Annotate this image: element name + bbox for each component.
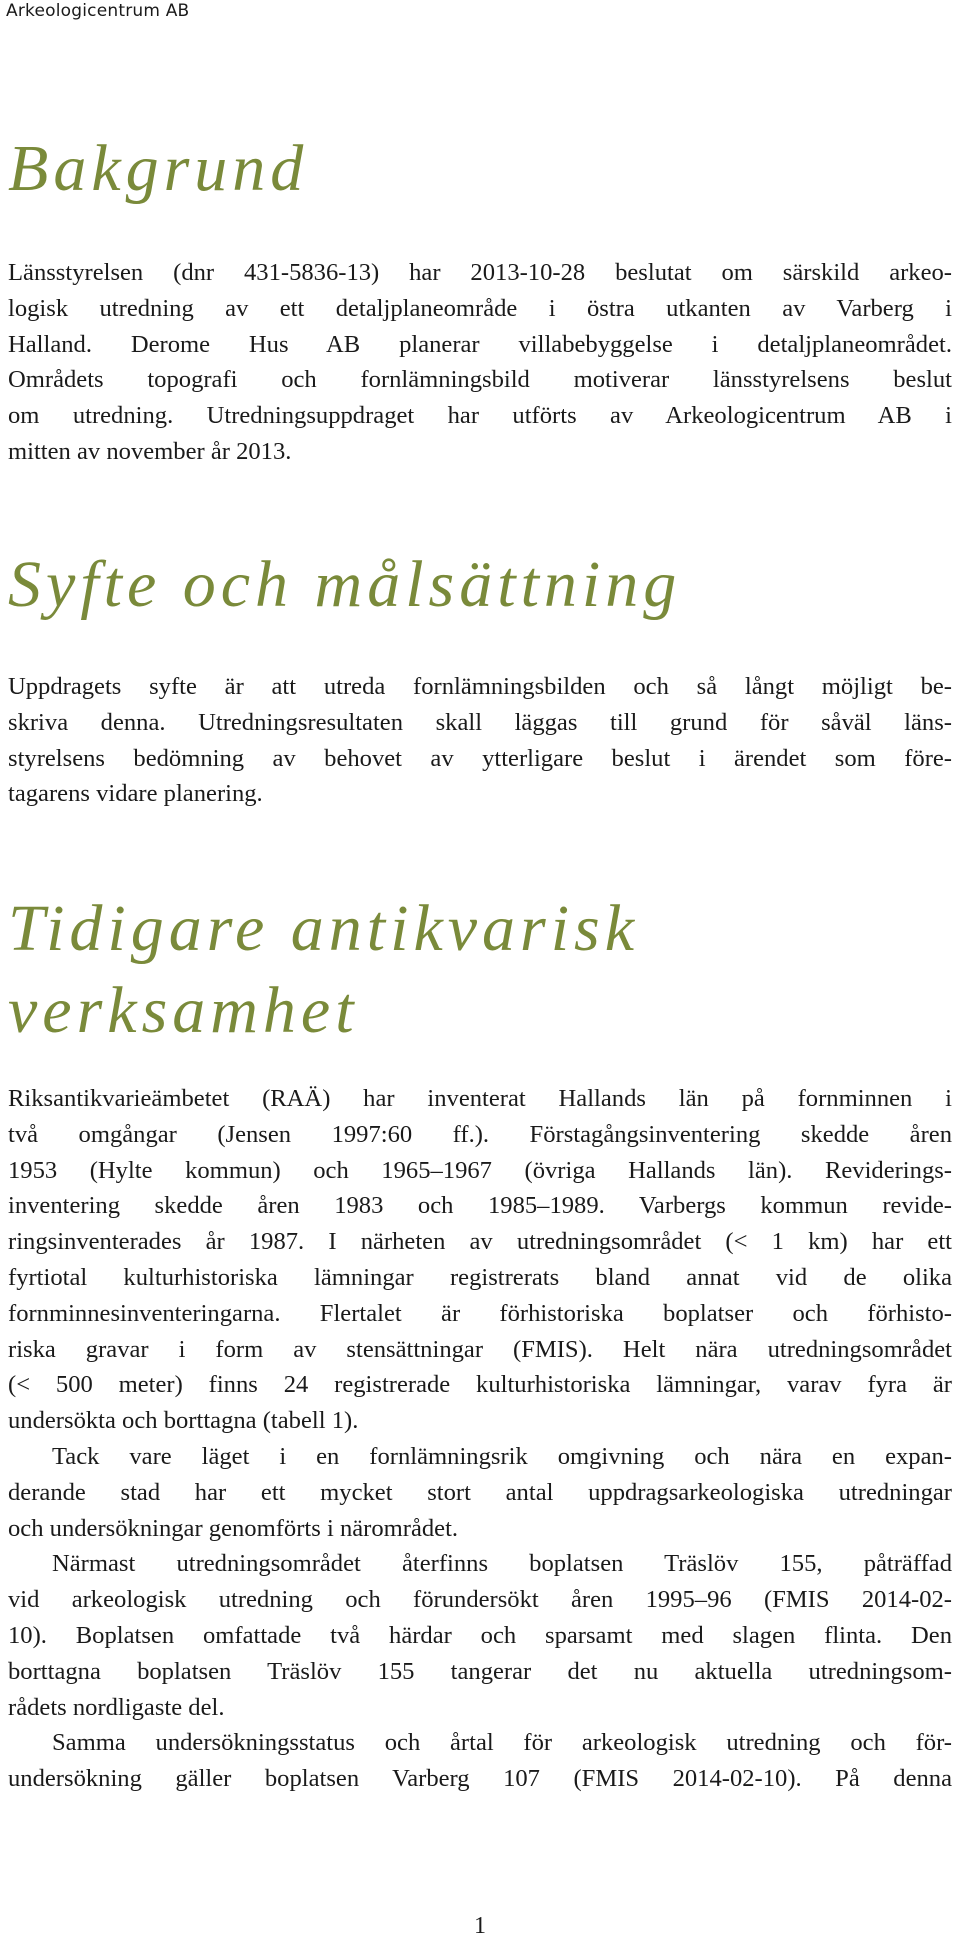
- heading-line: Tidigare antikvarisk: [8, 892, 640, 965]
- text-line: Närmast utredningsområdet återfinns boplatsen Träslöv 155, påträffad: [52, 1550, 952, 1578]
- paragraph-bakgrund: [8, 255, 952, 470]
- text-line: mitten av november år 2013.: [8, 437, 292, 465]
- text-line: Områdets topografi och fornlämningsbild motiverar länsstyrelsens beslut: [8, 366, 952, 394]
- text-line: styrelsens bedömning av behovet av ytterligare beslut i ärendet som före-: [8, 744, 952, 772]
- page-number: 1: [474, 1913, 486, 1939]
- text-line: 1953 (Hylte kommun) och 1965–1967 (övriga Hallands län). Reviderings-: [8, 1156, 952, 1184]
- text-line: Halland. Derome Hus AB planerar villabebyggelse i detaljplaneområdet.: [8, 330, 952, 358]
- text-line: undersökta och borttagna (tabell 1).: [8, 1407, 359, 1435]
- text-line: om utredning. Utredningsuppdraget har utförts av Arkeologicentrum AB i: [8, 402, 952, 430]
- paragraph-syfte: [8, 669, 952, 812]
- text-line: tagarens vidare planering.: [8, 780, 263, 808]
- text-line: Tack vare läget i en fornlämningsrik omgivning och nära en expan-: [52, 1442, 952, 1470]
- text-line: Uppdragets syfte är att utreda fornlämningsbilden och så långt möjligt be-: [8, 673, 952, 700]
- text-line: logisk utredning av ett detaljplaneområde i östra utkanten av Varberg i: [8, 294, 952, 322]
- text-line: fyrtiotal kulturhistoriska lämningar registrerats bland annat vid de olika: [8, 1263, 952, 1291]
- text-line: derande stad har ett mycket stort antal uppdragsarkeologiska utredningar: [8, 1478, 952, 1506]
- text-line: undersökning gäller boplatsen Varberg 107 (FMIS 2014-02-10). På denna: [8, 1765, 952, 1793]
- text-line: inventering skedde åren 1983 och 1985–1989. Varbergs kommun revide-: [8, 1192, 952, 1220]
- text-line: Samma undersökningsstatus och årtal för arkeologisk utredning och för-: [52, 1729, 952, 1757]
- text-line: 10). Boplatsen omfattade två härdar och sparsamt med slagen flinta. Den: [8, 1621, 952, 1649]
- text-line: vid arkeologisk utredning och förundersökt åren 1995–96 (FMIS 2014-02-: [8, 1586, 952, 1614]
- text-line: fornminnesinventeringarna. Flertalet är förhistoriska boplatser och förhisto-: [8, 1299, 952, 1327]
- text-line: (< 500 meter) finns 24 registrerade kulturhistoriska lämningar, varav fyra är: [8, 1371, 952, 1399]
- text-line: riska gravar i form av stensättningar (FMIS). Helt nära utredningsområdet: [8, 1335, 952, 1363]
- text-line: Länsstyrelsen (dnr 431-5836-13) har 2013-10-28 beslutat om särskild arkeo-: [8, 259, 952, 286]
- text-line: borttagna boplatsen Träslöv 155 tangerar det nu aktuella utredningsom-: [8, 1657, 952, 1685]
- running-header: Arkeologicentrum AB: [6, 1, 190, 21]
- text-line: rådets nordligaste del.: [8, 1693, 225, 1721]
- text-line: Riksantikvarieämbetet (RAÄ) har inventerat Hallands län på fornminnen i: [8, 1085, 952, 1112]
- heading-line: verksamhet: [8, 974, 359, 1047]
- text-line: och undersökningar genomförts i närområdet.: [8, 1514, 459, 1542]
- text-line: två omgångar (Jensen 1997:60 ff.). Förstagångsinventering skedde åren: [8, 1120, 952, 1148]
- section-heading-bakgrund: Bakgrund: [8, 132, 309, 205]
- section-heading-syfte: Syfte och målsättning: [8, 548, 682, 621]
- text-line: ringsinventerades år 1987. I närheten av utredningsområdet (< 1 km) har ett: [8, 1228, 952, 1256]
- section-heading-tidigare: [8, 888, 639, 1052]
- paragraph-tidigare: [8, 1081, 952, 1797]
- text-line: skriva denna. Utredningsresultaten skall läggas till grund för såväl läns-: [8, 708, 952, 736]
